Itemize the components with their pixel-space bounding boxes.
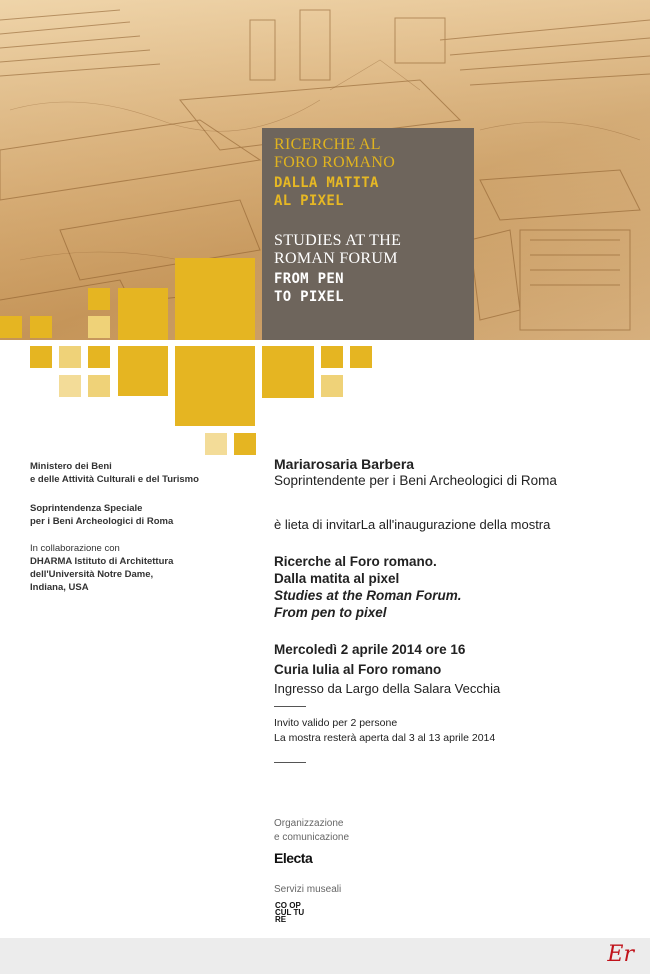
- exhibition-open-dates: La mostra resterà aperta dal 3 al 13 aprile 2014: [274, 732, 496, 744]
- exh-it-line1: Ricerche al Foro romano.: [274, 554, 437, 569]
- collab-line4: Indiana, USA: [30, 582, 89, 593]
- soprint-line1: Soprintendenza Speciale: [30, 503, 143, 514]
- title-it-line1: RICERCHE AL: [274, 136, 381, 153]
- event-entrance: Ingresso da Largo della Salara Vecchia: [274, 681, 501, 696]
- pixel-square: [118, 346, 168, 396]
- soprintendenza-credit: [30, 502, 240, 528]
- pixel-square: [205, 433, 227, 455]
- pixel-square: [175, 258, 255, 340]
- event-venue: Curia Iulia al Foro romano: [274, 662, 442, 677]
- footer-bar: [0, 938, 650, 974]
- ministry-line1: Ministero dei Beni: [30, 461, 112, 472]
- title-panel: [262, 128, 474, 340]
- publisher-mark-icon: Er: [607, 942, 634, 967]
- museum-services-label: Servizi museali: [274, 884, 342, 895]
- exh-it-line2: Dalla matita al pixel: [274, 571, 400, 586]
- pixel-square: [118, 288, 168, 340]
- ministry-credit: [30, 460, 240, 486]
- event-date: Mercoledì 2 aprile 2014 ore 16: [274, 642, 466, 657]
- electa-logo: Electa: [274, 850, 313, 866]
- host-block: [274, 456, 634, 488]
- invite-notes: [274, 716, 634, 746]
- pixel-square: [59, 346, 81, 368]
- pixel-square: [234, 433, 256, 455]
- event-details: [274, 641, 634, 696]
- exhibition-title: [274, 553, 634, 621]
- title-en-line3: FROM PEN: [274, 271, 344, 287]
- pixel-square: [88, 316, 110, 338]
- pixel-square: [88, 288, 110, 310]
- host-role: Soprintendente per i Beni Archeologici di Roma: [274, 473, 557, 488]
- pixel-square: [321, 346, 343, 368]
- divider: [274, 706, 306, 707]
- org-line1: Organizzazione: [274, 818, 344, 829]
- exh-en-line1: Studies at the Roman Forum.: [274, 588, 462, 603]
- soprint-line2: per i Beni Archeologici di Roma: [30, 516, 174, 527]
- pixel-square: [88, 346, 110, 368]
- title-en-line1: STUDIES AT THE: [274, 232, 402, 249]
- organization-credit: [274, 817, 634, 845]
- collab-line2: DHARMA Istituto di Architettura: [30, 556, 174, 567]
- pixel-square: [88, 375, 110, 397]
- pixel-square: [175, 346, 255, 426]
- title-it-line2: FORO ROMANO: [274, 154, 396, 171]
- pixel-square: [350, 346, 372, 368]
- host-name: Mariarosaria Barbera: [274, 456, 415, 472]
- pixel-square: [30, 316, 52, 338]
- title-it-line3: DALLA MATITA: [274, 175, 379, 191]
- pixel-square: [30, 346, 52, 368]
- pixel-square: [262, 346, 314, 398]
- title-it-line4: AL PIXEL: [274, 193, 344, 209]
- title-en-line4: TO PIXEL: [274, 289, 344, 305]
- collaboration-credit: [30, 542, 240, 594]
- org-line2: e comunicazione: [274, 832, 350, 843]
- invite-text: è lieta di invitarLa all'inaugurazione della mostra: [274, 517, 551, 532]
- coopculture-logo: [275, 902, 305, 924]
- divider: [274, 762, 306, 763]
- invite-valid: Invito valido per 2 persone: [274, 717, 398, 729]
- pixel-square: [59, 375, 81, 397]
- collab-line3: dell'Università Notre Dame,: [30, 569, 154, 580]
- coopculture-logo-text: CO OP CUL TU RE: [275, 901, 305, 924]
- title-en-line2: ROMAN FORUM: [274, 250, 398, 267]
- ministry-line2: e delle Attività Culturali e del Turismo: [30, 474, 199, 485]
- pixel-square: [321, 375, 343, 397]
- pixel-square: [0, 316, 22, 338]
- collab-line1: In collaborazione con: [30, 543, 120, 554]
- exh-en-line2: From pen to pixel: [274, 605, 387, 620]
